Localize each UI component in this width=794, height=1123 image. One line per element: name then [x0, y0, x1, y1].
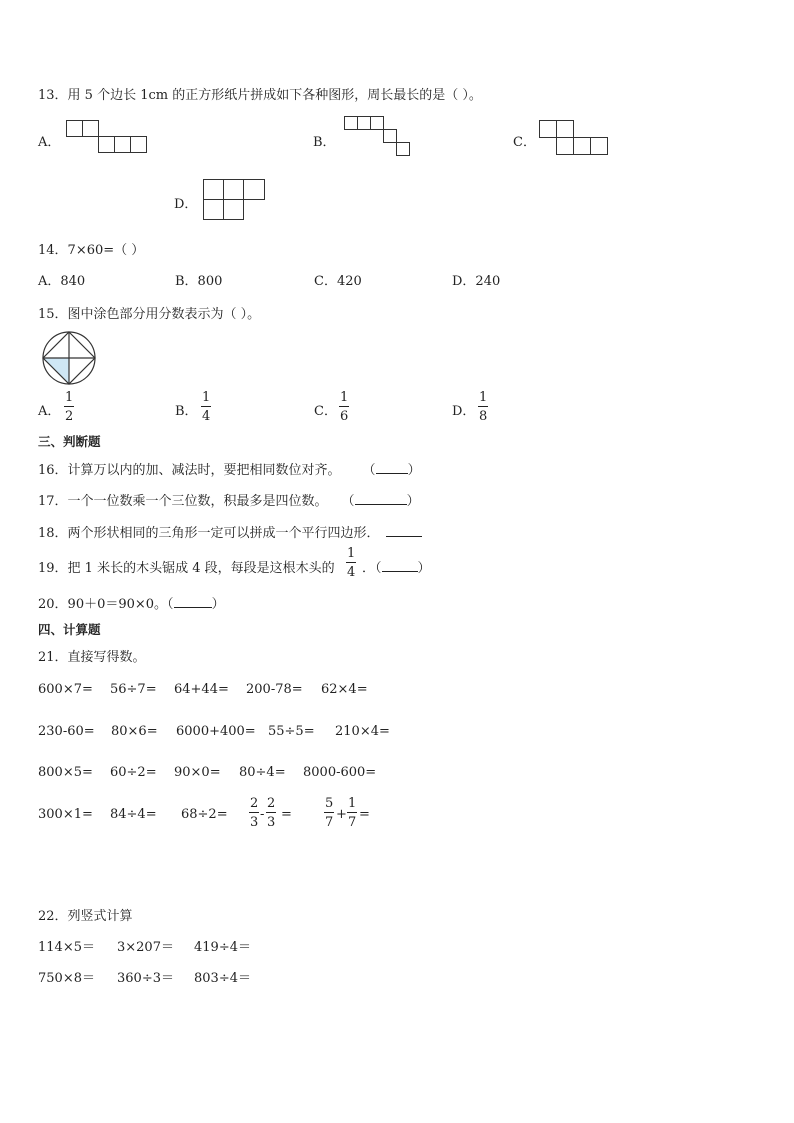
q19-paren-left: ．（	[362, 561, 382, 576]
q21-frac1-b: $\frac{2}{3}$	[267, 796, 276, 830]
q19-fraction: $\frac{1}{4}$	[347, 546, 356, 580]
q21-r2c2: 80×6=	[111, 724, 158, 739]
q22-r2c2: 360÷3＝	[117, 971, 174, 986]
q15-option-b-fraction[interactable]: $\frac{1}{4}$	[202, 390, 211, 424]
q22-r1c2: 3×207＝	[117, 940, 174, 955]
q14-option-b[interactable]: B．800	[175, 274, 223, 289]
q22-r1c1: 114×5＝	[38, 940, 95, 955]
q21-frac1-a: $\frac{2}{3}$	[250, 796, 259, 830]
q22-r2c3: 803÷4＝	[194, 971, 251, 986]
q18-answer-blank[interactable]	[386, 536, 422, 537]
q15-option-a-label[interactable]: A．	[38, 404, 61, 419]
q19-answer-blank[interactable]	[382, 571, 418, 572]
q19-tail	[362, 557, 431, 576]
q13-option-d-label[interactable]: D．	[174, 197, 198, 212]
q21-r3c1: 800×5=	[38, 765, 93, 780]
q21-r4c1: 300×1=	[38, 807, 93, 822]
q18-statement: 18．两个形状相同的三角形一定可以拼成一个平行四边形．	[38, 526, 380, 541]
q17-answer-blank[interactable]	[355, 504, 407, 505]
q21-r1c3: 64+44=	[174, 682, 229, 697]
q22-r2c1: 750×8＝	[38, 971, 95, 986]
section-calculation-title: 四、计算题	[38, 622, 101, 637]
q19-text	[38, 557, 335, 576]
q13-figure-b	[344, 116, 416, 160]
q15-option-d-fraction[interactable]: $\frac{1}{8}$	[479, 390, 488, 424]
q16-paren-left: （	[362, 463, 376, 478]
q21-frac2-b: $\frac{1}{7}$	[348, 796, 357, 830]
q22-r1c3: 419÷4＝	[194, 940, 251, 955]
q16-paren-right: ）	[407, 463, 421, 478]
q15-circle-figure	[40, 331, 98, 385]
q16-text	[38, 459, 421, 478]
q21-r3c3: 90×0=	[174, 765, 221, 780]
q17-paren-right: ）	[406, 494, 420, 509]
q21-r1c1: 600×7=	[38, 682, 93, 697]
q15-option-b-label[interactable]: B．	[175, 404, 198, 419]
q21-r4c2: 84÷4=	[110, 807, 157, 822]
q16-answer-blank[interactable]	[376, 473, 408, 474]
q19-paren-right: ）	[417, 561, 431, 576]
q18-text	[38, 522, 422, 541]
q13-figure-c	[539, 120, 609, 156]
q15-option-c-fraction[interactable]: $\frac{1}{6}$	[340, 390, 349, 424]
q20-paren-right: ）	[211, 597, 225, 612]
q21-r3c4: 80÷4=	[239, 765, 286, 780]
q13-option-a-label[interactable]: A．	[38, 135, 61, 150]
q20-statement: 20．90＋0＝90×0。（	[38, 597, 174, 612]
q21-frac1-eq: =	[281, 807, 292, 822]
section-judgment-title: 三、判断题	[38, 434, 101, 449]
q14-option-d[interactable]: D．240	[452, 274, 501, 289]
q21-r3c2: 60÷2=	[110, 765, 157, 780]
q22-stem: 22．列竖式计算	[38, 909, 133, 924]
q14-option-a[interactable]: A．840	[38, 274, 86, 289]
q13-option-b-label[interactable]: B．	[313, 135, 336, 150]
q21-r3c5: 8000-600=	[303, 765, 377, 780]
q21-frac1-op: -	[260, 807, 265, 822]
q15-option-a-fraction[interactable]: $\frac{1}{2}$	[65, 390, 74, 424]
q19-statement: 19．把 1 米长的木头锯成 4 段，每段是这根木头的	[38, 561, 335, 576]
q15-option-d-label[interactable]: D．	[452, 404, 476, 419]
q13-stem: 13．用 5 个边长 1cm 的正方形纸片拼成如下各种图形，周长最长的是（ ）。	[38, 88, 482, 103]
q20-text	[38, 593, 225, 612]
q21-frac2-eq: =	[359, 807, 370, 822]
q13-figure-d	[203, 179, 269, 223]
q21-r2c3: 6000+400=	[176, 724, 256, 739]
q15-stem: 15．图中涂色部分用分数表示为（ ）。	[38, 307, 261, 322]
q20-answer-blank[interactable]	[174, 607, 212, 608]
q14-stem: 14．7×60=（ ）	[38, 243, 145, 258]
q14-option-c[interactable]: C．420	[314, 274, 362, 289]
q21-r2c4: 55÷5=	[268, 724, 315, 739]
q21-frac2-op: +	[336, 807, 347, 822]
q15-option-c-label[interactable]: C．	[314, 404, 337, 419]
q17-statement: 17．一个一位数乘一个三位数，积最多是四位数。	[38, 494, 328, 509]
q21-r1c2: 56÷7=	[110, 682, 157, 697]
q17-paren-left: （	[341, 494, 355, 509]
q21-r2c1: 230-60=	[38, 724, 95, 739]
q21-r4c3: 68÷2=	[181, 807, 228, 822]
q21-r2c5: 210×4=	[335, 724, 390, 739]
q13-option-c-label[interactable]: C．	[513, 135, 536, 150]
q17-text	[38, 490, 420, 509]
q21-frac2-a: $\frac{5}{7}$	[325, 796, 334, 830]
q21-r1c4: 200-78=	[246, 682, 303, 697]
q16-statement: 16．计算万以内的加、减法时，要把相同数位对齐。	[38, 463, 341, 478]
q13-figure-a	[66, 120, 150, 156]
q21-r1c5: 62×4=	[321, 682, 368, 697]
q21-stem: 21．直接写得数。	[38, 650, 146, 665]
